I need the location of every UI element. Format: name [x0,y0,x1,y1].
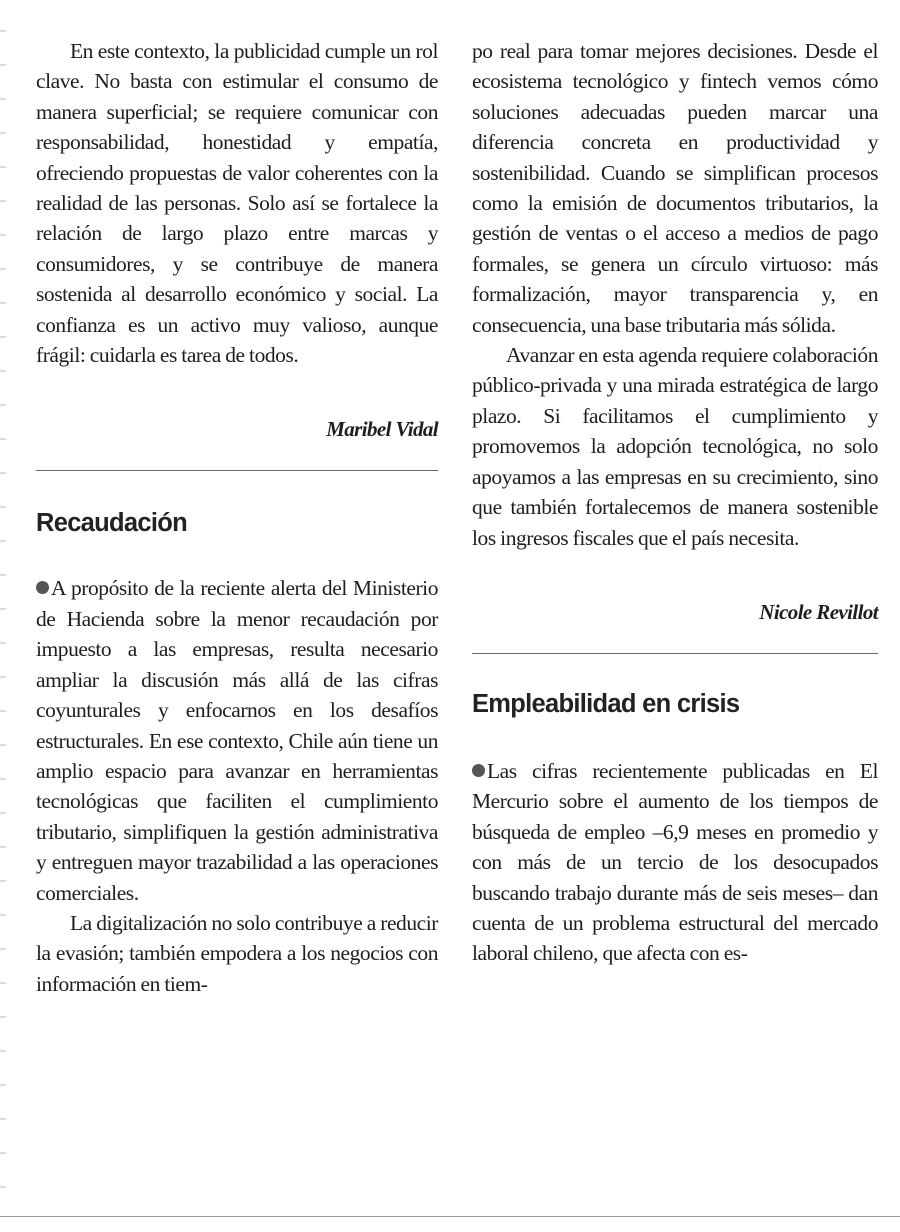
right-column [472,36,878,969]
section-divider [472,653,878,654]
intro-paragraph: En este contexto, la publicidad cumple un rol clave. No basta con estimular el consumo de manera superficial; se requiere comunicar con responsabilidad, honestidad y empatía, ofreciendo propuestas de valor coherentes con la realidad de las personas. Solo así se fortalece la relación de largo plazo entre marcas y consumidores, y se contribuye de manera sostenida al desarrollo económico y social. La confianza es un activo muy valioso, aunque frágil: cuidarla es tarea de todos. [36,39,438,368]
left-column [36,36,438,999]
recaudacion-paragraph-1-text: A propósito de la reciente alerta del Ministerio de Hacienda sobre la menor recaudación por impuesto a las empresas, resulta necesario ampliar la discusión más allá de las cifras coyunturales y enfocarnos en los desafíos estructurales. En ese contexto, Chile aún tiene un amplio espacio para avanzar en herramientas tecnológicas que faciliten el cumplimiento tributario, simplifiquen la gestión administrativa y entreguen mayor trazabilidad a las operaciones comerciales. [36,576,438,905]
page-edge-marks [0,30,6,1190]
intro-author-signature: Maribel Vidal [326,417,438,442]
recaudacion-section-title: Recaudación [36,509,188,538]
bullet-icon [36,581,49,594]
bullet-icon [472,764,485,777]
empleabilidad-paragraph-1 [472,756,878,969]
page-bottom-rule [0,1216,900,1217]
recaudacion-author-signature: Nicole Revillot [759,599,878,624]
recaudacion-paragraph-2-continued: po real para tomar mejores decisiones. Desde el ecosistema tecnológico y fintech vemos cómo soluciones adecuadas pueden marcar una diferencia concreta en productividad y sostenibilidad. Cuando se simplifican procesos como la emisión de documentos tributarios, la gestión de ventas o el acceso a medios de pago formales, se genera un círculo virtuoso: más formalización, mayor transparencia y, en consecuencia, una base tributaria más sólida. [472,39,878,337]
empleabilidad-section-title: Empleabilidad en crisis [472,689,740,718]
recaudacion-paragraph-2: La digitalización no solo contribuye a reducir la evasión; también empodera a los negocios con información en tiem- [36,910,438,996]
recaudacion-paragraph-3: Avanzar en esta agenda requiere colaboración público-privada y una mirada estratégica de largo plazo. Si facilitamos el cumplimiento y promovemos la adopción tecnológica, no solo apoyamos a las empresas en su crecimiento, sino que también fortalecemos de manera sostenible los ingresos fiscales que el país necesita. [472,343,878,550]
section-divider [36,470,438,471]
recaudacion-paragraph-1 [36,573,438,907]
empleabilidad-paragraph-1-text: Las cifras recientemente publicadas en El Mercurio sobre el aumento de los tiempos de búsqueda de empleo –6,9 meses en promedio y con más de un tercio de los desocupados buscando trabajo durante más de seis meses– dan cuenta de un problema estructural del mercado laboral chileno, que afecta con es- [472,758,878,966]
